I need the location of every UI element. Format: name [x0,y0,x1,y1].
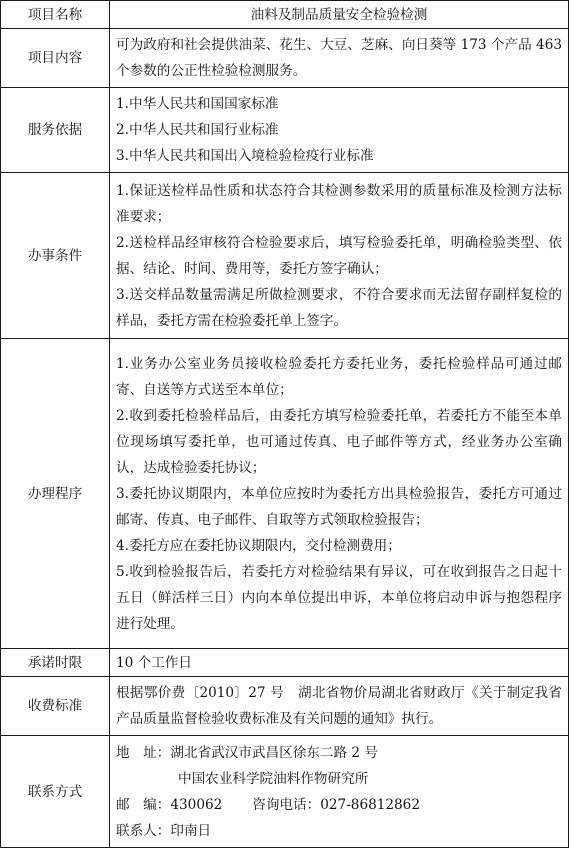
procedure-item: 1.业务办公室业务员接收检验委托方委托业务，委托检验样品可通过邮寄、自送等方式送至本单位； [116,355,562,398]
phone-value: 027-86812862 [320,796,420,813]
address-label: 地 址： [116,744,171,761]
procedure-item: 2.收到委托检验样品后，由委托方填写检验委托单，若委托方不能至本单位现场填写委托单，也可通过传真、电子邮件等方式，经业务办公室确认，达成检验委托协议； [116,407,562,476]
label-project-name: 项目名称 [1,1,110,29]
basis-item: 3.中华人民共和国出入境检验检疫行业标准 [116,148,374,164]
value-project-name: 油料及制品质量安全检验检测 [110,1,569,29]
procedure-item: 3.委托协议期限内，本单位应按时为委托方出具检验报告，委托方可通过邮寄、传真、电子邮件、自取等方式领取检验报告； [116,485,562,528]
postcode-value: 430062 [170,796,223,813]
basis-item: 1.中华人民共和国国家标准 [116,96,279,112]
person-label: 联系人： [116,822,171,839]
label-conditions: 办事条件 [1,173,110,339]
label-project-content: 项目内容 [1,29,110,88]
row-project-content [1,29,569,88]
value-time-limit: 10 个工作日 [110,649,569,677]
person-value: 印南日 [170,822,212,839]
condition-item: 1.保证送检样品性质和状态符合其检测参数采用的质量标准及检测方法标准要求； [116,182,562,225]
label-fee-standard: 收费标准 [1,677,110,736]
procedure-item: 4.委托方应在委托协议期限内，交付检测费用； [116,537,401,554]
value-service-basis [110,88,569,173]
row-conditions [1,173,569,339]
row-fee-standard [1,677,569,736]
row-time-limit [1,649,569,677]
value-conditions [110,173,569,339]
address-value: 湖北省武汉市武昌区徐东二路 2 号 [170,744,378,761]
contact-address-line [116,740,562,766]
row-project-name [1,1,569,29]
procedure-item: 5.收到检验报告后，若委托方对检验结果有异议，可在收到报告之日起十五日（鲜活样三日）内向本单位提出申诉，本单位将启动申诉与抱怨程序进行处理。 [116,563,562,632]
value-fee-standard: 根据鄂价费〔2010〕27 号 湖北省物价局湖北省财政厅《关于制定我省产品质量监督检验收费标准及有关问题的通知》执行。 [110,677,569,736]
row-contact [1,736,569,848]
condition-item: 3.送交样品数量需满足所做检测要求，不符合要求而无法留存副样复检的样品，委托方需在检验委托单上签字。 [116,286,562,329]
row-procedure [1,339,569,649]
label-service-basis: 服务依据 [1,88,110,173]
value-contact [110,736,569,848]
value-procedure [110,339,569,649]
condition-item: 2.送检样品经审核符合检验要求后，填写检验委托单，明确检验类型、依据、结论、时间、费用等，委托方签字确认； [116,234,562,277]
basis-item: 2.中华人民共和国行业标准 [116,122,279,138]
label-contact: 联系方式 [1,736,110,848]
row-service-basis [1,88,569,173]
contact-org-line: 中国农业科学院油料作物研究所 [178,770,369,787]
contact-postcode-line [116,792,562,818]
phone-label: 咨询电话： [252,796,321,813]
postcode-label: 邮 编： [116,796,171,813]
value-project-content: 可为政府和社会提供油菜、花生、大豆、芝麻、向日葵等 173 个产品 463 个参数的公正性检验检测服务。 [110,29,569,88]
label-time-limit: 承诺时限 [1,649,110,677]
contact-person-line [116,818,562,844]
label-procedure: 办理程序 [1,339,110,649]
